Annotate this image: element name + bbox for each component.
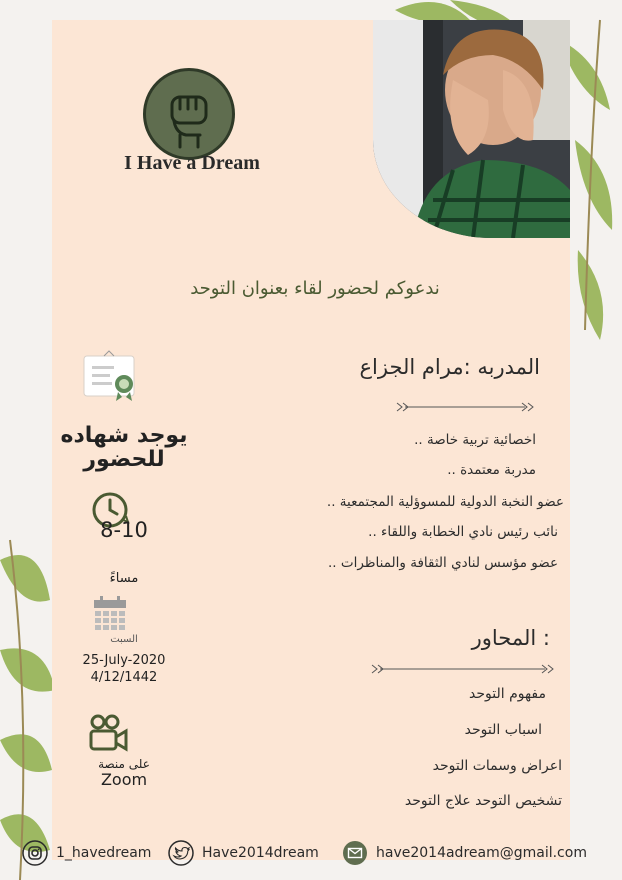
invitation-title: ندعوكم لحضور لقاء بعنوان التوحد <box>190 278 440 299</box>
email-text: have2014adream@gmail.com <box>376 845 587 861</box>
event-date-gregorian: 25-July-2020 <box>82 653 166 668</box>
instagram-handle[interactable] <box>22 838 151 868</box>
axis-item: تشخيص التوحد علاج التوحد <box>404 793 562 809</box>
platform-name: Zoom <box>100 770 148 789</box>
calendar-icon <box>92 596 128 632</box>
certificate-icon <box>82 350 140 402</box>
fist-icon <box>146 71 232 157</box>
twitter-text: Have2014dream <box>202 845 319 861</box>
qualification-item: مدربة معتمدة .. <box>447 462 536 478</box>
child-photo <box>373 20 570 238</box>
event-period: مساءً <box>109 571 139 586</box>
twitter-handle[interactable] <box>168 838 319 868</box>
axis-item: مفهوم التوحد <box>469 686 546 702</box>
instagram-text: 1_havedream <box>56 845 152 861</box>
divider-arrow <box>370 662 555 676</box>
axis-item: اعراض وسمات التوحد <box>432 758 562 774</box>
email-icon <box>342 840 368 866</box>
brand-name: I Have a Dream <box>124 152 260 174</box>
twitter-icon <box>168 840 194 866</box>
qualification-item: اخصائية تربية خاصة .. <box>414 432 536 448</box>
event-day: السبت <box>110 634 138 645</box>
axis-item: اسباب التوحد <box>464 722 542 738</box>
event-date-hijri: 4/12/1442 <box>90 670 158 685</box>
qualification-item: نائب رئيس نادي الخطابة واللقاء .. <box>368 524 558 540</box>
qualification-item: عضو مؤسس لنادي الثقافة والمناظرات .. <box>328 555 558 571</box>
event-time: 8-10 <box>100 518 148 542</box>
email-contact[interactable] <box>342 838 587 868</box>
trainer-heading: المدربه :مرام الجزاع <box>359 355 540 379</box>
qualification-item: عضو النخبة الدولية للمسوؤلية المجتمعية .. <box>326 494 564 510</box>
video-camera-icon <box>88 714 128 752</box>
axes-heading: : المحاور <box>471 626 550 650</box>
certificate-note: يوجد شهاده للحضور <box>60 423 188 472</box>
platform-label: على منصة <box>98 757 150 771</box>
logo-circle <box>143 68 235 160</box>
divider-arrow <box>395 400 535 414</box>
instagram-icon <box>22 840 48 866</box>
